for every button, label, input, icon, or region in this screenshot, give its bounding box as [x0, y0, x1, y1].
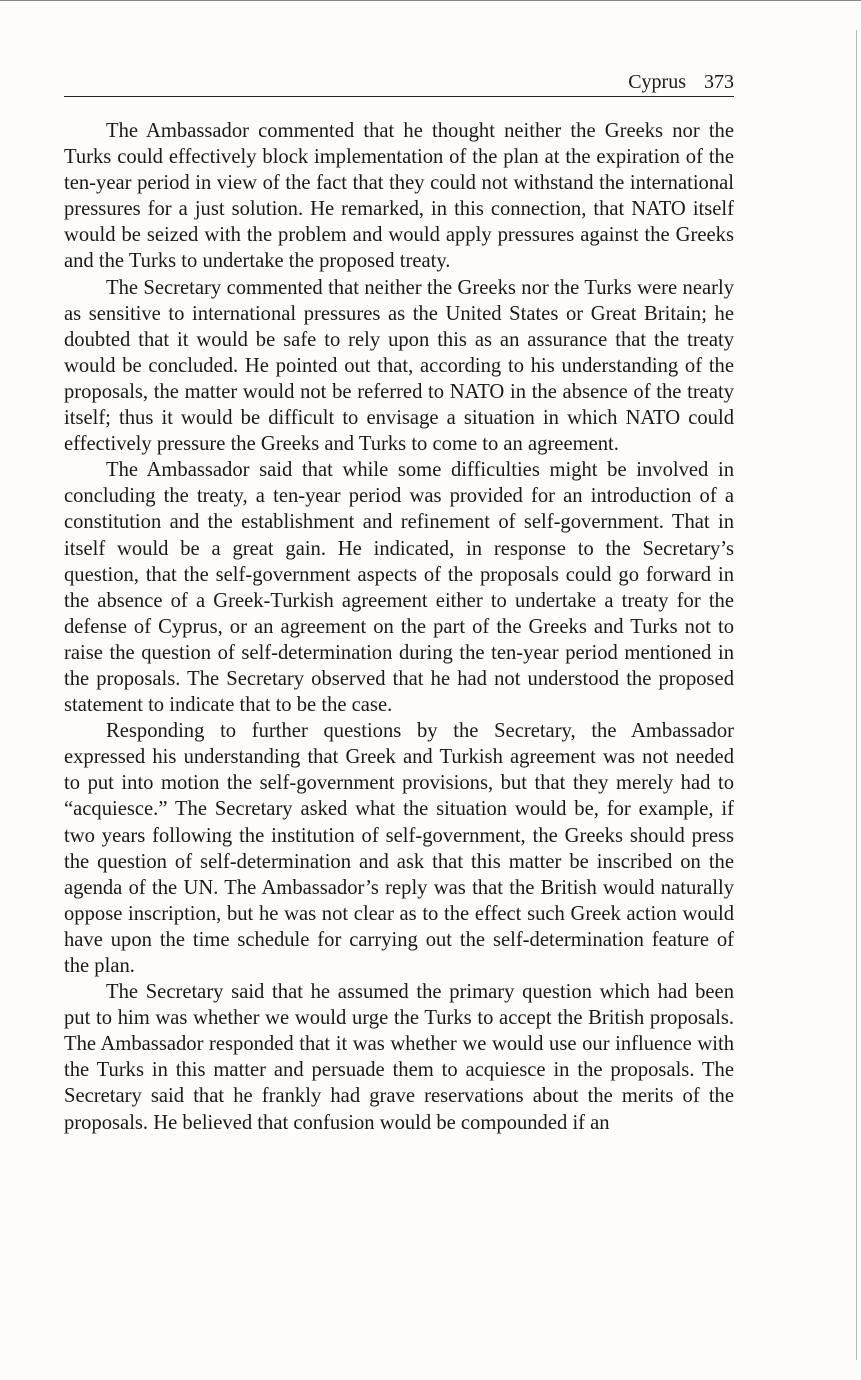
paragraph: The Secretary said that he assumed the primary question which had been put to him was whether we would urge the Turks to accept the British proposals. The Ambassador responded that it was whether we would use our influence with the Turks in this matter and persuade them to acquiesce in the proposals. The Secretary said that he frankly had grave reservations about the merits of the proposals. He believed that confusion would be compounded if an [64, 981, 734, 1134]
running-head-title: Cyprus [628, 71, 686, 93]
page-right-edge [856, 30, 857, 1360]
page-number: 373 [704, 71, 734, 93]
page-top-edge [0, 0, 861, 1]
paragraph: The Ambassador commented that he thought neither the Greeks nor the Turks could effectively block implementation of the plan at the expiration of the ten-year period in view of the fact that they could not withstand the international pressures for a just solution. He remarked, in this connection, that NATO itself would be seized with the problem and would apply pressures against the Greeks and the Turks to undertake the proposed treaty. [64, 120, 734, 273]
paragraph: The Secretary commented that neither the Greeks nor the Turks were nearly as sensitive to international pressures as the United States or Great Britain; he doubted that it would be safe to rely upon this as an assurance that the treaty would be concluded. He pointed out that, according to his understanding of the proposals, the matter would not be referred to NATO in the absence of the treaty itself; thus it would be difficult to envisage a situation in which NATO could effectively pressure the Greeks and Turks to come to an agreement. [64, 276, 734, 456]
paragraph: The Ambassador said that while some difficulties might be involved in concluding the treaty, a ten-year period was provided for an introduction of a constitution and the establishment and refinement of self-government. That in itself would be a great gain. He indicated, in response to the Secretary’s question, that the self-government aspects of the proposals could go forward in the absence of a Greek-Turkish agreement either to undertake a treaty for the defense of Cyprus, or an agreement on the part of the Greeks and Turks not to raise the question of self-determination during the ten-year period mentioned in the proposals. The Secretary observed that he had not understood the proposed statement to indicate that to be the case. [64, 459, 734, 717]
running-head [64, 70, 734, 97]
paragraph: Responding to further questions by the Secretary, the Ambassador expressed his understanding that Greek and Turkish agreement was not needed to put into motion the self-government provisions, but that they merely had to “acquiesce.” The Secretary asked what the situation would be, for example, if two years following the institution of self-government, the Greeks should press the question of self-determination and ask that this matter be inscribed on the agenda of the UN. The Ambassador’s reply was that the British would naturally oppose inscription, but he was not clear as to the effect such Greek action would have upon the time schedule for carrying out the self-determination feature of the plan. [64, 720, 734, 977]
body-text [64, 118, 734, 1136]
